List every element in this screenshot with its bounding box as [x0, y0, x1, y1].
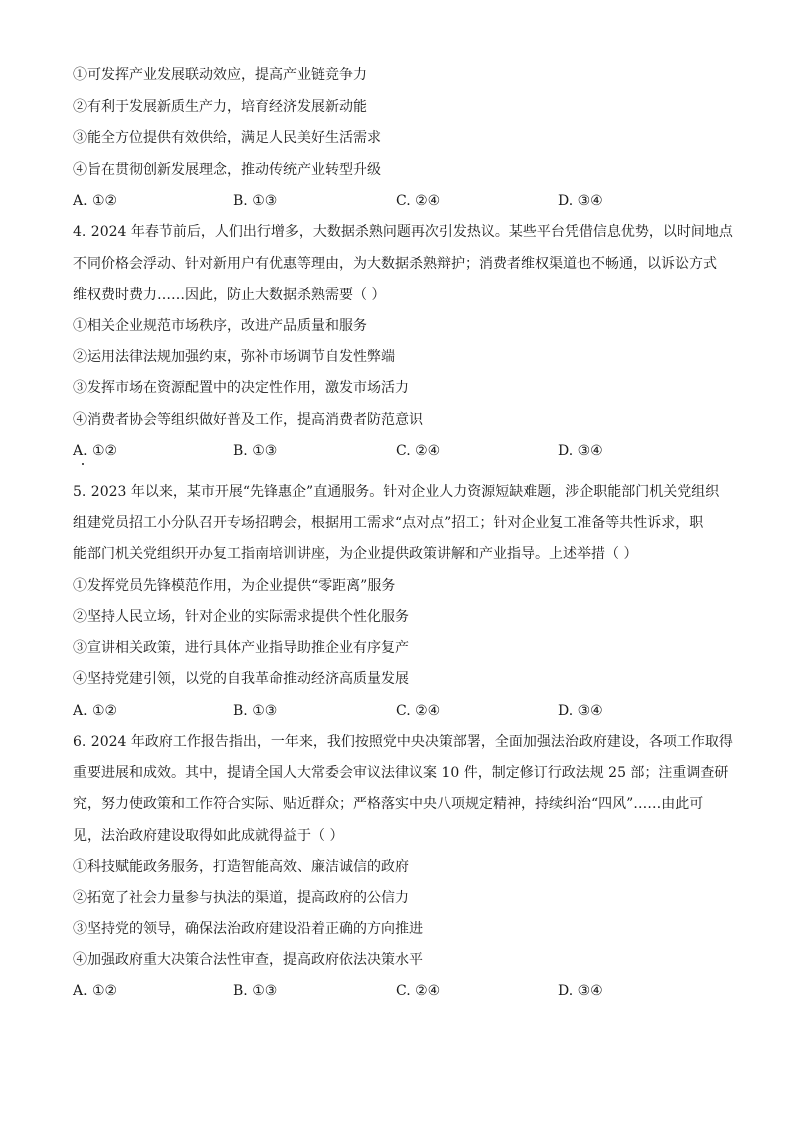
- q6-option-a[interactable]: A. ①②: [73, 983, 118, 999]
- q6-statement-2: ②拓宽了社会力量参与执法的渠道，提高政府的公信力: [73, 890, 409, 906]
- q5-option-d[interactable]: D. ③④: [558, 703, 603, 719]
- q5-statement-2: ②坚持人民立场，针对企业的实际需求提供个性化服务: [73, 609, 409, 625]
- stray-mark: [82, 463, 84, 465]
- q4-statement-1: ①相关企业规范市场秩序，改进产品质量和服务: [73, 318, 367, 334]
- q4-option-b[interactable]: B. ①③: [233, 443, 278, 459]
- q5-option-c[interactable]: C. ②④: [396, 703, 441, 719]
- q5-statement-3: ③宣讲相关政策，进行具体产业指导助推企业有序复产: [73, 640, 409, 656]
- q3-option-b[interactable]: B. ①③: [233, 193, 278, 209]
- q6-stem-line-1: 6. 2024 年政府工作报告指出，一年来，我们按照党中央决策部署，全面加强法治政府建设，各项工作取得: [73, 734, 733, 750]
- q3-option-a[interactable]: A. ①②: [73, 193, 118, 209]
- q3-statement-3: ③能全方位提供有效供给，满足人民美好生活需求: [73, 130, 381, 146]
- q6-stem-line-3: 究，努力使政策和工作符合实际、贴近群众；严格落实中央八项规定精神，持续纠治“四风”……由此可: [73, 796, 704, 812]
- q4-statement-2: ②运用法律法规加强约束，弥补市场调节自发性弊端: [73, 349, 395, 365]
- q5-stem-line-3: 能部门机关党组织开办复工指南培训讲座，为企业提供政策讲解和产业指导。上述举措（ ）: [73, 546, 638, 562]
- q5-option-a[interactable]: A. ①②: [73, 703, 118, 719]
- q4-stem-line-2: 不同价格会浮动、针对新用户有优惠等理由，为大数据杀熟辩护；消费者维权渠道也不畅通，以诉讼方式: [73, 256, 717, 272]
- q6-statement-3: ③坚持党的领导，确保法治政府建设沿着正确的方向推进: [73, 921, 423, 937]
- q6-stem-line-2: 重要进展和成效。其中，提请全国人大常委会审议法律议案 10 件，制定修订行政法规 25 部；注重调查研: [73, 765, 729, 781]
- q3-statement-4: ④旨在贯彻创新发展理念，推动传统产业转型升级: [73, 162, 381, 178]
- q4-options: [73, 443, 733, 459]
- q4-option-a[interactable]: A. ①②: [73, 443, 118, 459]
- q3-statement-1: ①可发挥产业发展联动效应，提高产业链竞争力: [73, 67, 367, 83]
- q4-option-c[interactable]: C. ②④: [396, 443, 441, 459]
- q6-option-d[interactable]: D. ③④: [558, 983, 603, 999]
- q6-option-c[interactable]: C. ②④: [396, 983, 441, 999]
- q6-statement-1: ①科技赋能政务服务，打造智能高效、廉洁诚信的政府: [73, 859, 409, 875]
- q6-options: [73, 983, 733, 999]
- q5-option-b[interactable]: B. ①③: [233, 703, 278, 719]
- q6-option-b[interactable]: B. ①③: [233, 983, 278, 999]
- q4-stem-line-3: 维权费时费力……因此，防止大数据杀熟需要（ ）: [73, 287, 386, 303]
- q4-option-d[interactable]: D. ③④: [558, 443, 603, 459]
- q5-stem-line-2: 组建党员招工小分队召开专场招聘会，根据用工需求“点对点”招工；针对企业复工准备等共性诉求，职: [73, 515, 704, 531]
- q6-statement-4: ④加强政府重大决策合法性审查，提高政府依法决策水平: [73, 952, 423, 968]
- q3-option-d[interactable]: D. ③④: [558, 193, 603, 209]
- q6-stem-line-4: 见，法治政府建设取得如此成就得益于（ ）: [73, 828, 344, 844]
- q3-options: [73, 193, 733, 209]
- q4-statement-4: ④消费者协会等组织做好普及工作，提高消费者防范意识: [73, 412, 423, 428]
- q5-options: [73, 703, 733, 719]
- q3-option-c[interactable]: C. ②④: [396, 193, 441, 209]
- q5-stem-line-1: 5. 2023 年以来，某市开展“先锋惠企”直通服务。针对企业人力资源短缺难题，涉企职能部门机关党组织: [73, 484, 720, 500]
- q4-stem-line-1: 4. 2024 年春节前后，人们出行增多，大数据杀熟问题再次引发热议。某些平台凭借信息优势，以时间地点: [73, 224, 733, 240]
- q3-statement-2: ②有利于发展新质生产力，培育经济发展新动能: [73, 99, 367, 115]
- q5-statement-4: ④坚持党建引领，以党的自我革命推动经济高质量发展: [73, 671, 409, 687]
- q5-statement-1: ①发挥党员先锋模范作用，为企业提供“零距离”服务: [73, 578, 396, 594]
- q4-statement-3: ③发挥市场在资源配置中的决定性作用，激发市场活力: [73, 380, 409, 396]
